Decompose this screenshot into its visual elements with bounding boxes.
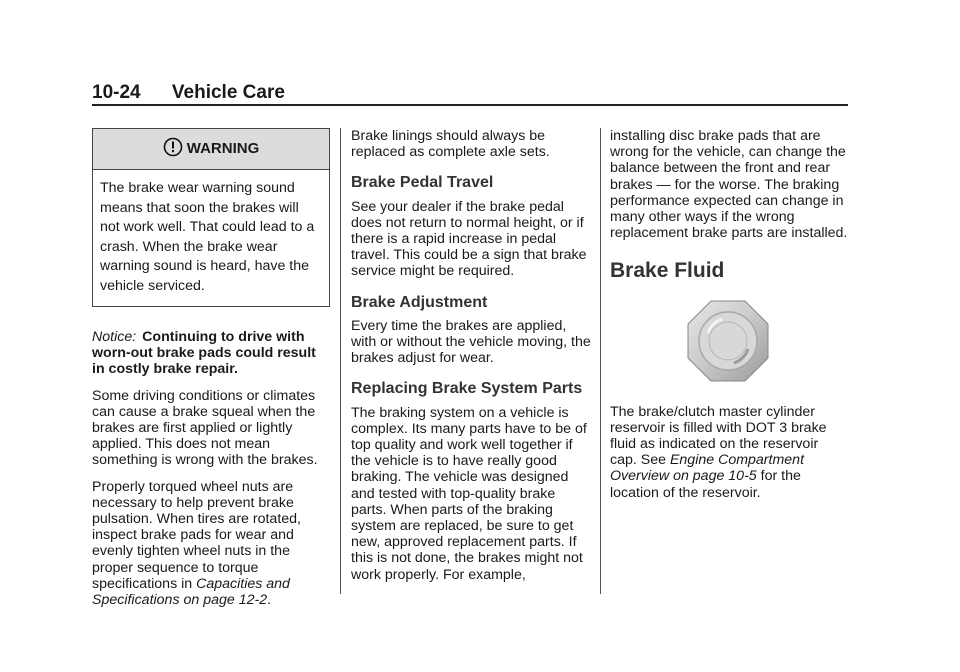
paragraph-adjustment: Every time the brakes are applied, with or without the vehicle moving, the brakes adjust for wear. — [351, 317, 591, 367]
reservoir-cap-figure — [610, 286, 846, 396]
warning-icon — [163, 137, 183, 161]
column-3 — [610, 128, 848, 511]
paragraph-brake-fluid: The brake/clutch master cylinder reservoir is filled with DOT 3 brake fluid as indicated on the reservoir cap. See Engine Compartment Overview on page 10-5 for the location of the reservoir. — [610, 403, 827, 501]
heading-brake-adjustment: Brake Adjustment — [351, 293, 488, 311]
paragraph-replacing-parts: The braking system on a vehicle is complex. Its many parts have to be of top quality and work well together if the vehicle is to have really good braking. The vehicle was designed and tested with top-quality brake parts. When parts of the braking system are replaced, be sure to get new, approved replacement parts. If this is not done, the brakes might not work properly. For example, — [351, 404, 587, 583]
notice — [92, 329, 330, 378]
warning-text: The brake wear warning sound means that soon the brakes will not work well. That could lead to a crash. When the brake wear warning sound is heard, have the vehicle serviced. — [100, 180, 315, 294]
warning-title: WARNING — [186, 139, 260, 157]
header-rule — [92, 104, 848, 106]
paragraph-wheel-nuts: Properly torqued wheel nuts are necessary to help prevent brake pulsation. When tires are rotated, inspect brake pads for wear and evenly tighten wheel nuts in the proper sequence to torque specifications in Capacities and Specifications on page 12-2. — [92, 478, 301, 609]
column-divider-1 — [340, 128, 341, 594]
capacities-link[interactable]: Capacities and Specifications on page 12-2 — [92, 575, 290, 609]
reservoir-cap-icon — [686, 299, 770, 383]
notice-text: Continuing to drive with worn-out brake pads could result in costly brake repair. — [92, 329, 316, 378]
heading-brake-fluid: Brake Fluid — [610, 259, 725, 283]
notice-label: Notice: — [92, 329, 137, 345]
chapter-title: Vehicle Care — [171, 82, 285, 103]
warning-box — [92, 128, 330, 307]
page-header — [92, 82, 285, 104]
paragraph-pedal-travel: See your dealer if the brake pedal does not return to normal height, or if there is a rapid increase in pedal travel. This could be a sign that brake service might be required. — [351, 198, 587, 280]
paragraph-linings: Brake linings should always be replaced as complete axle sets. — [351, 128, 550, 161]
engine-compartment-link[interactable]: Engine Compartment Overview on page 10-5 — [610, 452, 805, 485]
paragraph-brake-squeal: Some driving conditions or climates can cause a brake squeal when the brakes are first applied or lightly applied. This does not mean something is wrong with the brakes. — [92, 387, 318, 469]
column-divider-2 — [600, 128, 601, 594]
column-1 — [92, 128, 330, 618]
heading-brake-pedal-travel: Brake Pedal Travel — [351, 174, 494, 192]
heading-replacing-parts: Replacing Brake System Parts — [351, 380, 583, 398]
warning-header — [93, 129, 329, 170]
paragraph-disc-pads: installing disc brake pads that are wrong for the vehicle, can change the balance between the front and rear brakes — for the worse. The braking performance expected can change in many other ways if the wrong replacement brake parts are installed. — [610, 128, 848, 242]
page-number: 10-24 — [92, 82, 141, 103]
column-2 — [351, 128, 591, 593]
